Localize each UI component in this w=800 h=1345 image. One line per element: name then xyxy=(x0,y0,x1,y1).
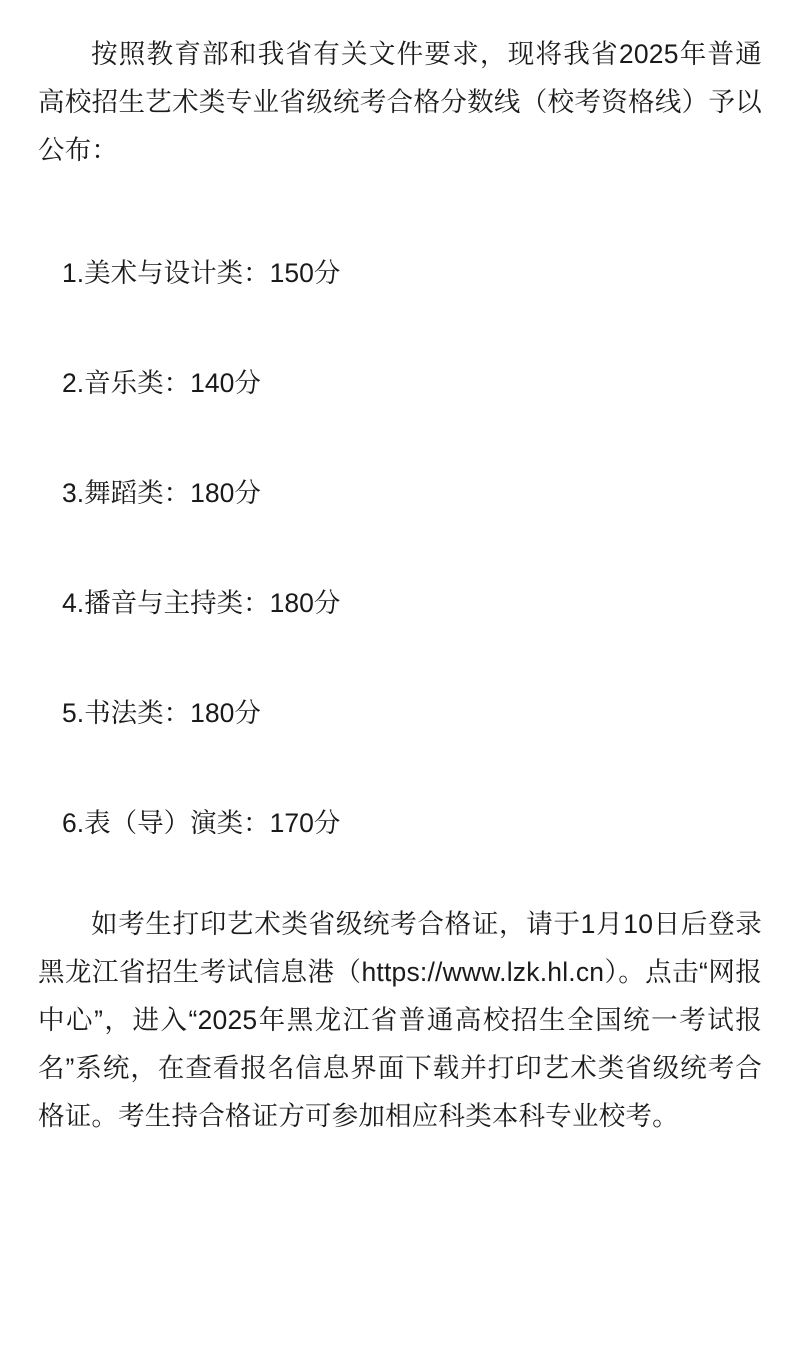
intro-paragraph: 按照教育部和我省有关文件要求，现将我省2025年普通高校招生艺术类专业省级统考合格分数线（校考资格线）予以公布： xyxy=(38,39,762,165)
list-item: 2.音乐类：140分 xyxy=(62,368,261,398)
score-line-list xyxy=(38,218,762,878)
list-item: 1.美术与设计类：150分 xyxy=(62,258,341,288)
list-item: 5.书法类：180分 xyxy=(62,698,261,728)
closing-section xyxy=(38,900,762,1140)
closing-paragraph: 如考生打印艺术类省级统考合格证，请于1月10日后登录黑龙江省招生考试信息港（https://www.lzk.hl.cn）。点击“网报中心”，进入“2025年黑龙江省普通高校招生全国统一考试报名”系统，在查看报名信息界面下载并打印艺术类省级统考合格证。考生持合格证方可参加相应科类本科专业校考。 xyxy=(38,909,762,1131)
list-item: 3.舞蹈类：180分 xyxy=(62,478,261,508)
list-item: 6.表（导）演类：170分 xyxy=(62,808,341,838)
list-item: 4.播音与主持类：180分 xyxy=(62,588,341,618)
